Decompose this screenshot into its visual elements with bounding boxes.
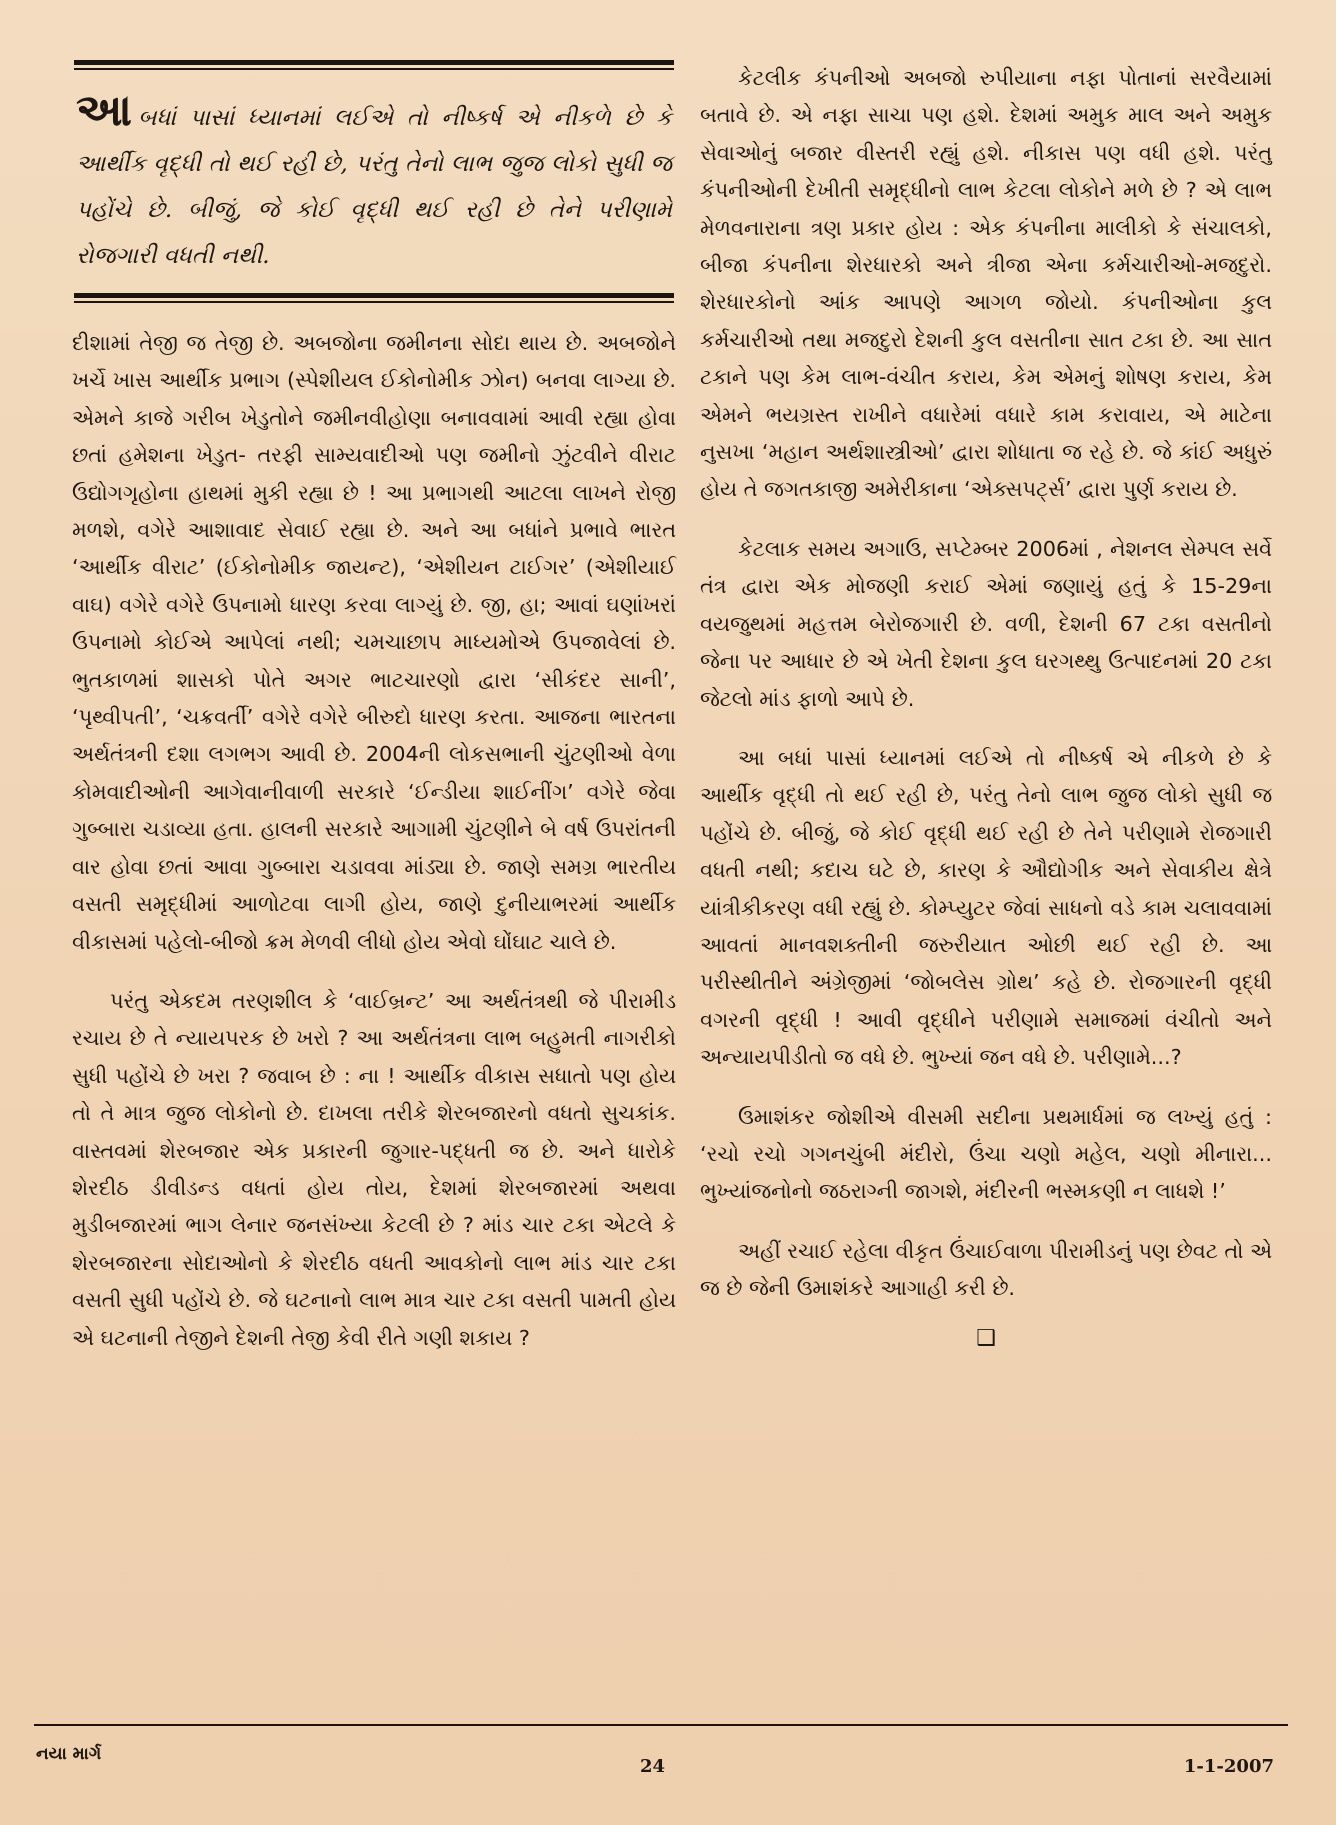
end-mark-icon: ❑ — [976, 1325, 996, 1351]
footer-page-number: 24 — [640, 1756, 666, 1777]
spacer — [68, 961, 680, 983]
pullquote-top-rule — [74, 60, 674, 65]
spacer — [68, 303, 680, 325]
spacer — [696, 1077, 1276, 1099]
footer-rule — [34, 1724, 1288, 1726]
spacer — [696, 1211, 1276, 1233]
left-paragraph-2: પરંતુ એકદમ તરણશીલ કે ‘વાઈબ્રન્ટ’ આ અર્થતંત્રથી જે પીરામીડ રચાય છે તે ન્યાયપરક છે ખરો ? આ અર્થતંત્રના લાભ બહુમતી નાગરીકો સુધી પહોંચે છે ખરા ? જવાબ છે : ના ! આર્થીક વીકાસ સધાતો પણ હોય તો તે માત્ર જુજ લોકોનો છે. દાખલા તરીકે શેરબજારનો વધતો સુચકાંક. વાસ્તવમાં શેરબજાર એક પ્રકારની જુગાર-પદ્ધતી જ છે. અને ધારોકે શેરદીઠ ડીવીડન્ડ વધતાં હોય તોય, દેશમાં શેરબજારમાં અથવા મુડીબજારમાં ભાગ લેનાર જનસંખ્યા કેટલી છે ? માંડ ચાર ટકા એટલે કે શેરબજારના સોદાઓનો કે શેરદીઠ વધતી આવકોનો લાભ માંડ ચાર ટકા વસતી સુધી પહોંચે છે. જે ઘટનાનો લાભ માત્ર ચાર ટકા વસતી પામતી હોય એ ઘટનાની તેજીને દેશની તેજી કેવી રીતે ગણી શકાય ? — [72, 988, 676, 1350]
pullquote-bottom-rule — [74, 293, 674, 298]
right-paragraph-5: અહીં રચાઈ રહેલા વીકૃત ઉંચાઈવાળા પીરામીડનું પણ છેવટ તો એ જ છે જેની ઉમાશંકરે આગાહી કરી છે. — [700, 1238, 1272, 1301]
spacer — [696, 509, 1276, 531]
spacer — [696, 718, 1276, 740]
pullquote-drop-word: આ — [76, 85, 132, 136]
footer-magazine-name: નયા માર્ગ — [36, 1744, 102, 1764]
right-paragraph-4: ઉમાશંકર જોશીએ વીસમી સદીના પ્રથમાર્ધમાં જ લખ્યું હતું : ‘રચો રચો ગગનચુંબી મંદીરો, ઉંચા ચણો મહેલ, ચણો મીનારા... ભુખ્યાંજનોનો જઠરાગ્ની જાગશે, મંદીરની ભસ્મકણી ન લાધશે !’ — [700, 1104, 1272, 1204]
right-column — [696, 60, 1276, 1351]
pullquote-text: બધાં પાસાં ધ્યાનમાં લઈએ તો નીષ્કર્ષ એ નીકળે છે કે આર્થીક વૃદ્ધી તો થઈ રહી છે, પરંતુ તેનો લાભ જુજ લોકો સુધી જ પહોંચે છે. બીજું, જે કોઈ વૃદ્ધી થઈ રહી છે તેને પરીણામે રોજગારી વધતી નથી. — [76, 105, 672, 269]
left-column — [68, 60, 680, 1357]
right-paragraph-3: આ બધાં પાસાં ધ્યાનમાં લઈએ તો નીષ્કર્ષ એ નીકળે છે કે આર્થીક વૃદ્ધી તો થઈ રહી છે, પરંતુ તેનો લાભ જુજ લોકો સુધી જ પહોંચે છે. બીજું, જે કોઈ વૃદ્ધી થઈ રહી છે તેને પરીણામે રોજગારી વધતી નથી; કદાચ ઘટે છે, કારણ કે ઔદ્યોગીક અને સેવાકીય ક્ષેત્રે યાંત્રીકીકરણ વધી રહ્યું છે. કોમ્પ્યુટર જેવાં સાધનો વડે કામ ચલાવવામાં આવતાં માનવશક્તીની જરુરીયાત ઓછી થઈ રહી છે. આ પરીસ્થીતીને અંગ્રેજીમાં ‘જોબલેસ ગ્રોથ’ કહે છે. રોજગારની વૃદ્ધી વગરની વૃદ્ધી ! આવી વૃદ્ધીને પરીણામે સમાજમાં વંચીતો અને અન્યાયપીડીતો જ વધે છે. ભુખ્યાં જન વધે છે. પરીણામે...? — [700, 745, 1272, 1070]
pullquote — [68, 70, 680, 293]
right-paragraph-1: કેટલીક કંપનીઓ અબજો રુપીયાના નફા પોતાનાં સરવૈયામાં બતાવે છે. એ નફા સાચા પણ હશે. દેશમાં અમુક માલ અને અમુક સેવાઓનું બજાર વીસ્તરી રહ્યું હશે. નીકાસ પણ વધી હશે. પરંતુ કંપનીઓની દેખીતી સમૃદ્ધીનો લાભ કેટલા લોકોને મળે છે ? એ લાભ મેળવનારાના ત્રણ પ્રકાર હોય : એક કંપનીના માલીકો કે સંચાલકો, બીજા કંપનીના શેરધારકો અને ત્રીજા એના કર્મચારીઓ-મજદુરો. શેરધારકોનો આંક આપણે આગળ જોયો. કંપનીઓના કુલ કર્મચારીઓ તથા મજદુરો દેશની કુલ વસતીના સાત ટકા છે. આ સાત ટકાને પણ કેમ લાભ-વંચીત કરાય, કેમ એમનું શોષણ કરાય, કેમ એમને ભયગ્રસ્ત રાખીને વધારેમાં વધારે કામ કરાવાય, એ માટેના નુસખા ‘મહાન અર્થશાસ્ત્રીઓ’ દ્વારા શોધાતા જ રહે છે. જે કાંઈ અધુરું હોય તે જગતકાજી અમેરીકાના ‘એક્સપર્ટ્સ’ દ્વારા પુર્ણ કરાય છે. — [700, 66, 1272, 502]
right-paragraph-2: કેટલાક સમય અગાઉ, સપ્ટેમ્બર 2006માં , નેશનલ સેમ્પલ સર્વે તંત્ર દ્વારા એક મોજણી કરાઈ એમાં જણાયું હતું કે 15-29ના વયજુથમાં મહત્તમ બેરોજગારી છે. વળી, દેશની 67 ટકા વસતીનો જેના પર આધાર છે એ ખેતી દેશના કુલ ઘરગથ્થુ ઉત્પાદનમાં 20 ટકા જેટલો માંડ ફાળો આપે છે. — [700, 536, 1272, 711]
footer-date: 1-1-2007 — [1183, 1756, 1274, 1777]
left-paragraph-1: દીશામાં તેજી જ તેજી છે. અબજોના જમીનના સોદા થાય છે. અબજોને ખર્ચે ખાસ આર્થીક પ્રભાગ (સ્પેશીયલ ઈકોનોમીક ઝોન) બનવા લાગ્યા છે. એમને કાજે ગરીબ ખેડુતોને જમીનવીહોણા બનાવવામાં આવી રહ્યા હોવા છતાં હમેશના ખેડુત- તરફી સામ્યવાદીઓ પણ જમીનો ઝુંટવીને વીરાટ ઉદ્યોગગૃહોના હાથમાં મુકી રહ્યા છે ! આ પ્રભાગથી આટલા લાખને રોજી મળશે, વગેરે આશાવાદ સેવાઈ રહ્યા છે. અને આ બધાંને પ્રભાવે ભારત ‘આર્થીક વીરાટ’ (ઈકોનોમીક જાયન્ટ), ‘એશીયન ટાઈગર’ (એશીયાઈ વાઘ) વગેરે વગેરે ઉપનામો ધારણ કરવા લાગ્યું છે. જી, હા; આવાં ઘણાંખરાં ઉપનામો કોઈએ આપેલાં નથી; ચમચાછાપ માધ્યમોએ ઉપજાવેલાં છે. ભુતકાળમાં શાસકો પોતે અગર ભાટચારણો દ્વારા ‘સીકંદર સાની’, ‘પૃથ્વીપતી’, ‘ચક્રવર્તી’ વગેરે વગેરે બીરુદો ધારણ કરતા. આજના ભારતના અર્થતંત્રની દશા લગભગ આવી છે. 2004ની લોકસભાની ચુંટણીઓ વેળા કોમવાદીઓની આગેવાનીવાળી સરકારે ‘ઈન્ડીયા શાઈનીંગ’ વગેરે જેવા ગુબ્બારા ચડાવ્યા હતા. હાલની સરકારે આગામી ચુંટણીને બે વર્ષ ઉપરાંતની વાર હોવા છતાં આવા ગુબ્બારા ચડાવવા માંડ્યા છે. જાણે સમગ્ર ભારતીય વસતી સમૃદ્ધીમાં આળોટવા લાગી હોય, જાણે દુનીયાભરમાં આર્થીક વીકાસમાં પહેલો-બીજો ક્રમ મેળવી લીધો હોય એવો ઘોંઘાટ ચાલે છે. — [72, 331, 676, 954]
